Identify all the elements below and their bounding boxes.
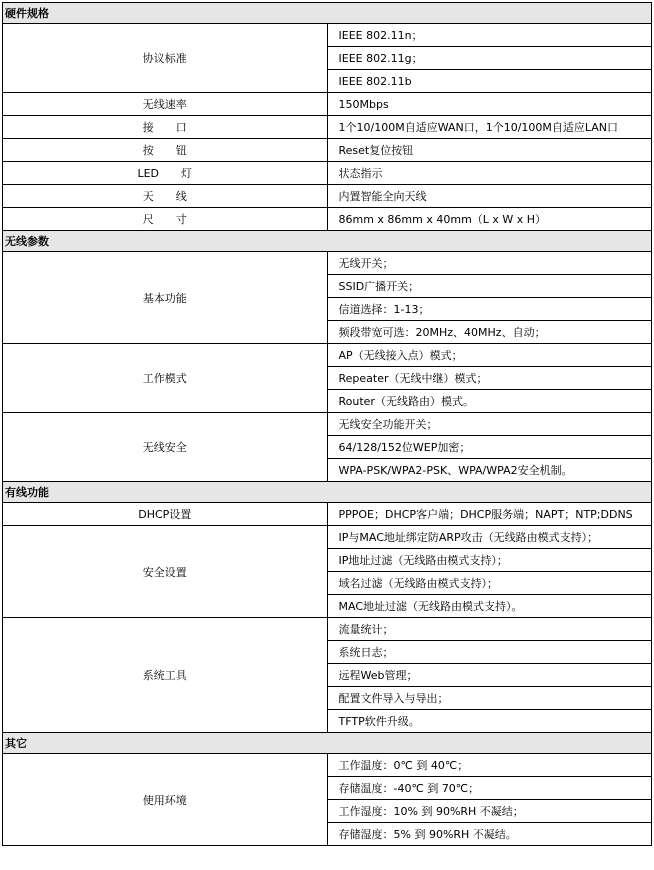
spec-label: 安全设置: [3, 526, 328, 618]
spec-label: 系统工具: [3, 618, 328, 733]
spec-label: 按 钮: [3, 139, 328, 162]
spec-row: [3, 754, 652, 777]
spec-table: [2, 2, 652, 846]
spec-row: [3, 526, 652, 549]
spec-row: [3, 139, 652, 162]
spec-value: 64/128/152位WEP加密；: [327, 436, 652, 459]
spec-value: IP与MAC地址绑定防ARP攻击（无线路由模式支持）；: [327, 526, 652, 549]
spec-row: [3, 24, 652, 47]
spec-row: [3, 116, 652, 139]
spec-row: [3, 208, 652, 231]
spec-value: 工作温度：0℃ 到 40℃；: [327, 754, 652, 777]
spec-value: 配置文件导入与导出；: [327, 687, 652, 710]
section-title: 有线功能: [3, 482, 652, 503]
spec-value: Reset复位按钮: [327, 139, 652, 162]
spec-value: 流量统计；: [327, 618, 652, 641]
spec-label: 无线安全: [3, 413, 328, 482]
spec-value: 系统日志；: [327, 641, 652, 664]
spec-value: MAC地址过滤（无线路由模式支持）。: [327, 595, 652, 618]
spec-value: SSID广播开关；: [327, 275, 652, 298]
spec-row: [3, 344, 652, 367]
spec-value: IEEE 802.11g；: [327, 47, 652, 70]
spec-label: DHCP设置: [3, 503, 328, 526]
spec-label: 接 口: [3, 116, 328, 139]
spec-label: 协议标准: [3, 24, 328, 93]
spec-row: [3, 162, 652, 185]
section-title: 其它: [3, 733, 652, 754]
spec-value: PPPOE；DHCP客户端；DHCP服务端；NAPT；NTP;DDNS: [327, 503, 652, 526]
spec-value: TFTP软件升级。: [327, 710, 652, 733]
spec-value: 无线开关；: [327, 252, 652, 275]
spec-label: 无线速率: [3, 93, 328, 116]
spec-value: 远程Web管理；: [327, 664, 652, 687]
spec-row: [3, 185, 652, 208]
section-header-row: [3, 733, 652, 754]
spec-value: Router（无线路由）模式。: [327, 390, 652, 413]
spec-value: 150Mbps: [327, 93, 652, 116]
spec-label: 使用环境: [3, 754, 328, 846]
spec-row: [3, 252, 652, 275]
spec-value: IEEE 802.11b: [327, 70, 652, 93]
spec-value: 信道选择：1-13；: [327, 298, 652, 321]
spec-value: 1个10/100M自适应WAN口，1个10/100M自适应LAN口: [327, 116, 652, 139]
spec-value: 86mm x 86mm x 40mm（L x W x H）: [327, 208, 652, 231]
spec-value: Repeater（无线中继）模式；: [327, 367, 652, 390]
spec-value: 工作湿度：10% 到 90%RH 不凝结；: [327, 800, 652, 823]
spec-row: [3, 413, 652, 436]
spec-row: [3, 618, 652, 641]
spec-value: 状态指示: [327, 162, 652, 185]
section-title: 无线参数: [3, 231, 652, 252]
spec-value: 频段带宽可选：20MHz、40MHz、自动；: [327, 321, 652, 344]
spec-value: IP地址过滤（无线路由模式支持）；: [327, 549, 652, 572]
spec-row: [3, 503, 652, 526]
spec-value: AP（无线接入点）模式；: [327, 344, 652, 367]
spec-label: LED 灯: [3, 162, 328, 185]
spec-value: 存储温度：-40℃ 到 70℃；: [327, 777, 652, 800]
spec-value: 存储湿度：5% 到 90%RH 不凝结。: [327, 823, 652, 846]
section-header-row: [3, 3, 652, 24]
spec-value: 域名过滤（无线路由模式支持）；: [327, 572, 652, 595]
spec-value: 内置智能全向天线: [327, 185, 652, 208]
section-title: 硬件规格: [3, 3, 652, 24]
section-header-row: [3, 482, 652, 503]
spec-value: IEEE 802.11n；: [327, 24, 652, 47]
spec-row: [3, 93, 652, 116]
spec-label: 尺 寸: [3, 208, 328, 231]
spec-label: 基本功能: [3, 252, 328, 344]
section-header-row: [3, 231, 652, 252]
spec-label: 工作模式: [3, 344, 328, 413]
spec-value: WPA-PSK/WPA2-PSK、WPA/WPA2安全机制。: [327, 459, 652, 482]
spec-value: 无线安全功能开关；: [327, 413, 652, 436]
spec-label: 天 线: [3, 185, 328, 208]
